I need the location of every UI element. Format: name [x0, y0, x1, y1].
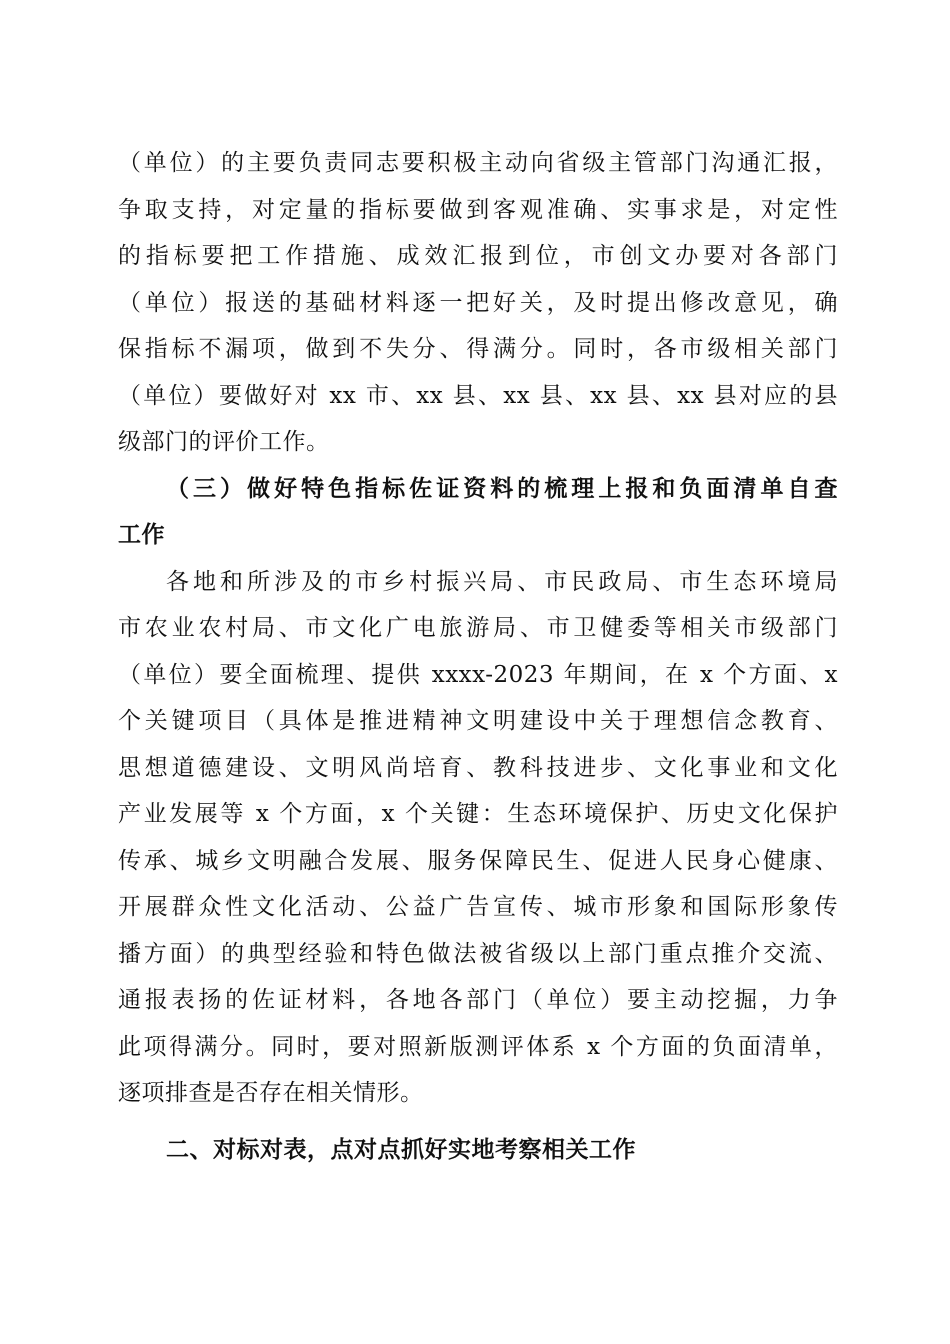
document-page	[118, 140, 838, 1173]
paragraph-line: 思想道德建设、文明风尚培育、教科技进步、文化事业和文化	[118, 754, 838, 781]
paragraph-line: 此项得满分。同时，要对照新版测评体系 x 个方面的负面清单，	[118, 1033, 838, 1060]
paragraph-line: （单位）的主要负责同志要积极主动向省级主管部门沟通汇报，	[118, 150, 838, 176]
paragraph-line: 开展群众性文化活动、公益广告宣传、城市形象和国际形象传	[118, 894, 838, 920]
paragraph-line: （单位）要做好对 xx 市、xx 县、xx 县、xx 县、xx 县对应的县	[118, 382, 839, 409]
section-spacer	[118, 1117, 838, 1127]
section-2-title: 二、对标对表，点对点抓好实地考察相关工作	[166, 1135, 636, 1163]
paragraph-line: 播方面）的典型经验和特色做法被省级以上部门重点推介交流、	[118, 940, 838, 967]
paragraph-line: 各地和所涉及的市乡村振兴局、市民政局、市生态环境局	[166, 568, 838, 595]
paragraph-2	[118, 559, 838, 1117]
paragraph-line: 保指标不漏项，做到不失分、得满分。同时，各市级相关部门	[118, 336, 838, 362]
paragraph-line: 通报表扬的佐证材料，各地各部门（单位）要主动挖掘，力争	[118, 987, 838, 1013]
paragraph-line: 逐项排查是否存在相关情形。	[118, 1080, 424, 1106]
paragraph-line: 个关键项目（具体是推进精神文明建设中关于理想信念教育、	[118, 708, 838, 734]
subheading-line: 工作	[118, 521, 165, 548]
paragraph-line: 的指标要把工作措施、成效汇报到位，市创文办要对各部门	[118, 243, 838, 269]
subheading-3	[118, 466, 838, 559]
paragraph-line: 市农业农村局、市文化广电旅游局、市卫健委等相关市级部门	[118, 615, 838, 641]
paragraph-line: （单位）要全面梳理、提供 xxxx-2023 年期间，在 x 个方面、x	[118, 661, 838, 688]
paragraph-line: 传承、城乡文明融合发展、服务保障民生、促进人民身心健康、	[118, 847, 838, 874]
paragraph-line: 产业发展等 x 个方面，x 个关键：生态环境保护、历史文化保护	[118, 801, 838, 827]
paragraph-1	[118, 140, 838, 466]
subheading-line: （三）做好特色指标佐证资料的梳理上报和负面清单自查	[166, 474, 838, 502]
paragraph-line: （单位）报送的基础材料逐一把好关，及时提出修改意见，确	[118, 289, 838, 316]
paragraph-line: 级部门的评价工作。	[118, 429, 330, 455]
paragraph-line: 争取支持，对定量的指标要做到客观准确、实事求是，对定性	[118, 196, 838, 223]
